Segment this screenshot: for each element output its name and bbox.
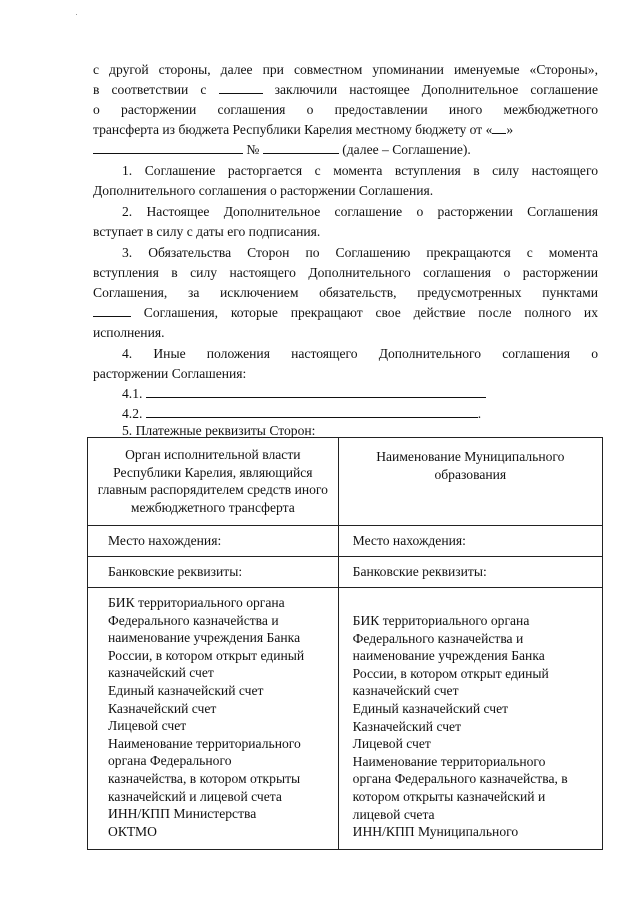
text-line: в соответствии с заключили настоящее Дополнительное соглашение [93,82,598,97]
blank-field [93,141,243,154]
text-line: Соглашения, которые прекращают свое действие после полного их [93,303,598,322]
text-line: 3. Обязательства Сторон по Соглашению прекращаются с момента [122,245,598,260]
table-row [88,588,603,850]
text-line: исполнения. [93,325,165,340]
detail-line: ОКТМО [108,823,157,839]
table-row [88,557,603,588]
detail-line: ИНН/КПП Муниципального [352,824,519,840]
text-line: вступает в силу с даты его подписания. [93,224,321,239]
detail-line: БИК территориального органа [352,613,530,628]
detail-line: Лицевой счет [352,736,431,752]
table-cell [338,557,602,588]
blank-field [492,121,506,134]
detail-line: казначейский счет [352,683,459,699]
detail-line: Федерального казначейства и [352,630,524,646]
detail-line: ИНН/КПП Министерства [108,806,257,822]
text-line: 5. Платежные реквизиты Сторон: [122,423,316,438]
detail-line: Лицевой счет [108,718,187,734]
detail-line: Единый казначейский счет [108,682,264,698]
detail-line: Федерального казначейства и [108,612,279,628]
detail-line: казначейства, в котором открыты [108,770,301,786]
detail-line: БИК территориального органа [108,595,285,610]
detail-line: России, в котором открыт единый [352,665,549,681]
text-line: № (далее – Соглашение). [93,140,598,159]
detail-line: Наименование территориального [352,753,546,769]
detail-line: казначейский счет [108,665,214,681]
blank-field [146,385,486,398]
detail-line: Единый казначейский счет [352,700,509,716]
text-line: Соглашения, за исключением обязательств, предусмотренных пунктами [93,285,598,300]
detail-line: казначейский и лицевой счета [108,788,282,804]
detail-line: котором открыты казначейский и [352,788,546,804]
text-line: о расторжении соглашения о предоставлении иного межбюджетного [93,102,598,117]
table-cell [338,526,602,557]
blank-field [263,141,339,154]
text-line: 1. Соглашение расторгается с момента вступления в силу настоящего [122,163,598,178]
blank-field [146,405,478,418]
detail-line: лицевой счета [352,806,435,822]
blank-field [219,81,263,94]
text-line: трансферта из бюджета Республики Карелия местному бюджету от « » [93,122,514,137]
table-cell [88,588,339,850]
table-cell [88,526,339,557]
location-label: Место нахождения: [108,533,222,548]
detail-line: Казначейский счет [352,718,462,734]
table-cell [338,588,602,850]
table-cell [88,438,339,526]
text-line: с другой стороны, далее при совместном упоминании именуемые «Стороны», [93,62,598,77]
blank-field [93,304,131,317]
right-party-header: Наименование Муниципального образования [376,449,565,482]
table-row [88,438,603,526]
text-line: 4. Иные положения настоящего Дополнительного соглашения о [122,346,598,361]
detail-line: Казначейский счет [108,700,217,716]
text-line: расторжении Соглашения: [93,366,247,381]
left-party-header: Орган исполнительной власти Республики Карелия, являющийся главным распорядителем средств иного межбюджетного трансферта [97,447,328,515]
text-line: вступления в силу настоящего Дополнительного соглашения о расторжении [93,265,598,280]
detail-line: органа Федерального казначейства, в [352,771,568,787]
table-row [88,526,603,557]
detail-line: наименование учреждения Банка [352,648,545,664]
text-line: 4.1. [122,384,598,403]
table-cell [338,438,602,526]
detail-line: России, в котором открыт единый [108,647,305,663]
bank-details-label: Банковские реквизиты: [352,564,487,579]
text-line: Дополнительного соглашения о расторжении Соглашения. [93,183,434,198]
detail-line: Наименование территориального [108,735,301,751]
table-cell [88,557,339,588]
requisites-table [87,437,603,850]
detail-line: органа Федерального [108,753,232,769]
bank-details-label: Банковские реквизиты: [108,564,243,579]
text-line: 4.2. . [122,406,482,421]
scan-speck [76,14,77,15]
detail-line: наименование учреждения Банка [108,630,301,646]
text-line: 2. Настоящее Дополнительное соглашение о расторжении Соглашения [122,204,598,219]
location-label: Место нахождения: [352,533,466,548]
